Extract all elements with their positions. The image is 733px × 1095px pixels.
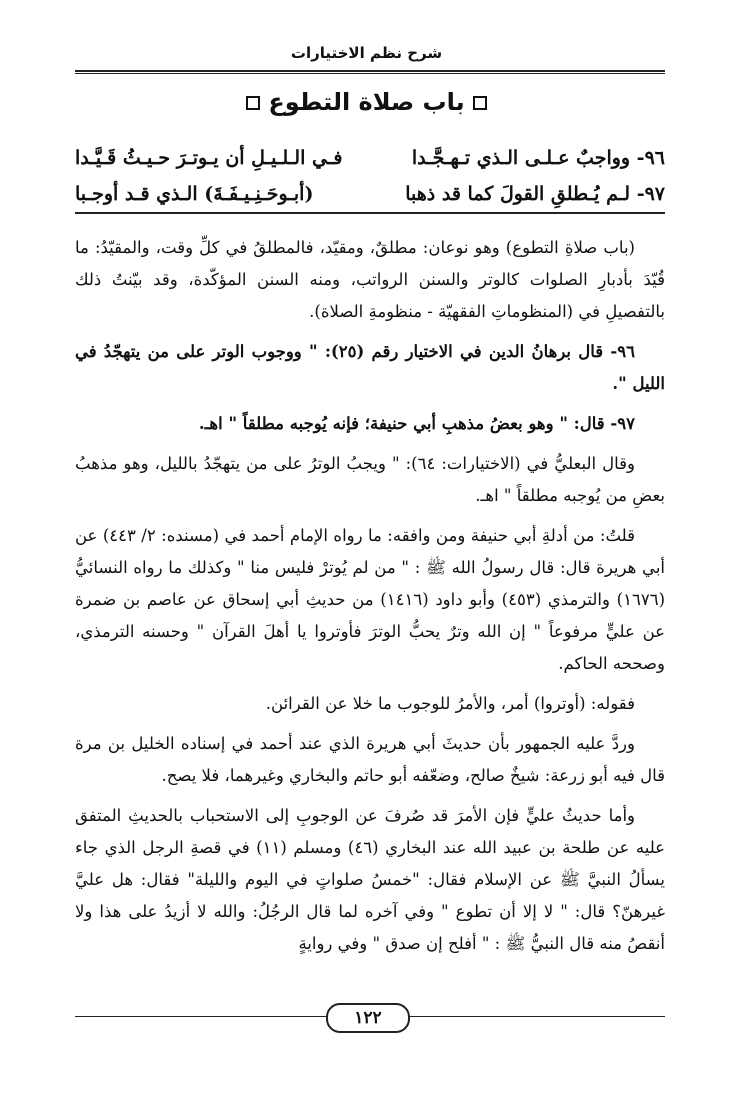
- verse-second-hemistich: فـي الـلـيـلِ أن يـوتـرَ حـيـثُ قَـيَّـدا: [75, 147, 343, 169]
- page-number: ١٢٢: [326, 1003, 410, 1033]
- square-ornament-icon: [246, 96, 260, 110]
- paragraph: ٩٧- قال: " وهو بعضُ مذهبِ أبي حنيفة؛ فإنه يُوجبه مطلقاً " اهـ.: [198, 414, 635, 433]
- paragraph: فقوله: (أوتروا) أمر، والأمرُ للوجوب ما خلا عن القرائن.: [265, 694, 635, 713]
- verse-divider: [75, 212, 665, 214]
- header-rule-thin: [75, 73, 665, 74]
- paragraph: (باب صلاةِ التطوع) وهو نوعان: مطلقٌ، ومقيّد، فالمطلقُ في كلِّ وقت، والمقيّدُ: ما قُيّدَ بأدبارِ الصلوات كالوتر والسنن الرواتب، ومنه السنن المؤكّدة، وقد بيّنتُ ذلك بالتفصيلِ في (المنظوماتِ الفقهيّة - منظومةِ الصلاة).: [75, 238, 665, 321]
- header-rule: [75, 70, 665, 72]
- chapter-title-text: باب صلاة التطوع: [268, 88, 465, 116]
- paragraph: وأما حديثُ عليٍّ فإن الأمرَ قد صُرفَ عن الوجوبِ إلى الاستحباب بالحديثِ المتفق عليه عن طلحة بن عبيد الله عند البخاري (٤٦) ومسلم (١١) في قصةِ الرجل الذي جاء يسألُ النبيَّ ﷺ عن الإسلام فقال: "خمسُ صلواتٍ في اليوم والليلة" فقال: هل عليَّ غيرهنّ؟ قال: " لا إلا أن تطوع " وفي آخره لما قال الرجُلُ: والله لا أزيدُ على هذا ولا أنقصُ منه قال النبيُّ ﷺ : " أفلح إن صدق " وفي روايةٍ: [75, 806, 666, 953]
- commentary-text: [75, 232, 665, 968]
- paragraph: ٩٦- قال برهانُ الدين في الاختيار رقم (٢٥): " ووجوب الوتر على من يتهجّدُ في الليل ".: [75, 342, 665, 393]
- verse-line: [75, 140, 665, 176]
- verse-first-hemistich: ٩٧- لـم يُـطلقِ القولَ كما قد ذهبا: [405, 183, 665, 205]
- paragraph: وقال البعليُّ في (الاختيارات: ٦٤): " ويجبُ الوترُ على من يتهجّدُ بالليل، وهو مذهبُ بعضِ من يُوجبه مطلقاً " اهـ.: [75, 454, 665, 505]
- running-header: شرح نظم الاختيارات: [290, 44, 443, 62]
- paragraph: قلتُ: من أدلةِ أبي حنيفة ومن وافقه: ما رواه الإمام أحمد في (مسنده: ٢/ ٤٤٣) عن أبي هريرة قال: قال رسولُ الله ﷺ : " من لم يُوترْ فليس منا " وكذلك ما رواه النسائيُّ (١٦٧٦) والترمذي (٤٥٣) وأبو داود (١٤١٦) من حديثِ أبي إسحاق عن عاصم بن ضمرة عن عليٍّ مرفوعاً " إن الله وترٌ يحبُّ الوترَ فأوتروا يا أهلَ القرآن " وحسنه الترمذي، وصححه الحاكم.: [75, 526, 665, 673]
- verse-line: [75, 176, 665, 212]
- square-ornament-icon: [473, 96, 487, 110]
- verse-second-hemistich: (أبـوحَـنِـيـفَـةَ) الـذي قـد أوجـبا: [75, 183, 314, 205]
- verse-first-hemistich: ٩٦- وواجبٌ عـلـى الـذي تـهـجَّـدا: [411, 147, 665, 169]
- chapter-title: [0, 88, 733, 116]
- verse-block: [75, 140, 665, 212]
- paragraph: وردَّ عليه الجمهور بأن حديثَ أبي هريرة الذي عند أحمد في إسناده الخليل بن مرة قال فيه أبو زرعة: شيخٌ صالح، وضعّفه أبو حاتم والبخاري وغيرهما، فلا يصح.: [75, 734, 665, 785]
